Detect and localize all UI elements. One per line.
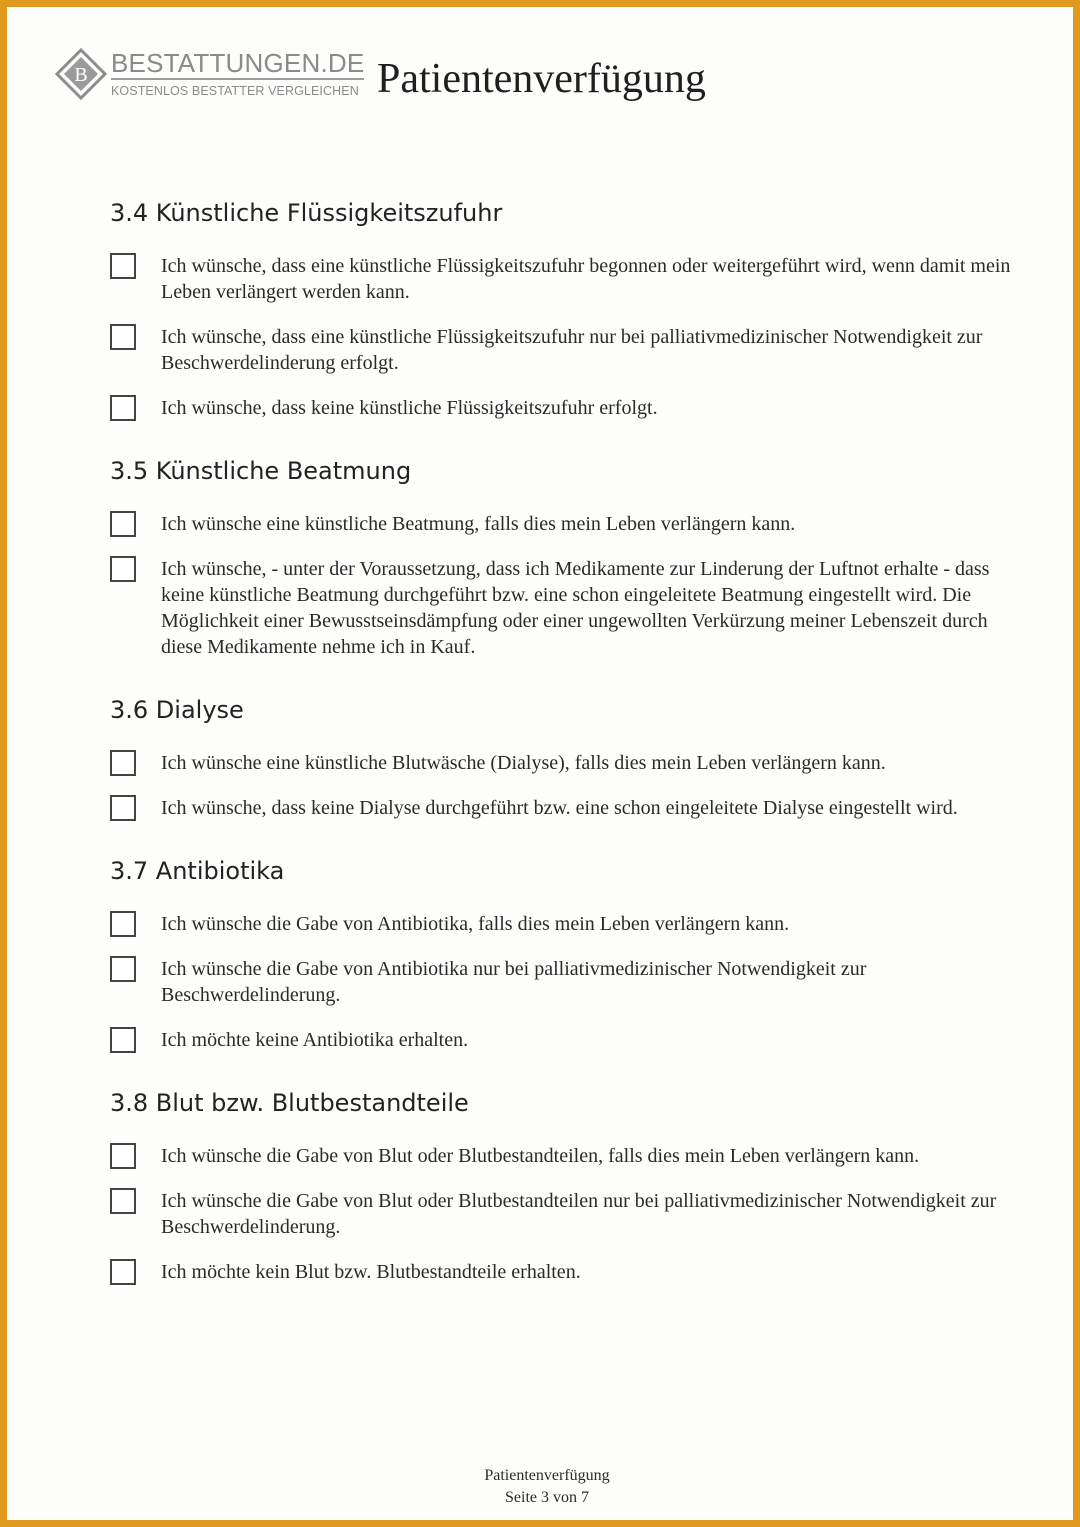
checkbox-option [110, 911, 1025, 937]
option-text: Ich wünsche, dass keine Dialyse durchgeführt bzw. eine schon eingeleitete Dialyse eingestellt wird. [161, 797, 958, 819]
logo-letter: B [74, 64, 88, 86]
checkbox-option [110, 1027, 1025, 1053]
diamond-b-icon [55, 48, 107, 100]
checkbox[interactable] [110, 1143, 136, 1169]
option-text: Ich wünsche, dass eine künstliche Flüssigkeitszufuhr nur bei palliativmedizinischer Notwendigkeit zur Beschwerdelinderung erfolgt. [161, 326, 983, 374]
option-text: Ich wünsche die Gabe von Blut oder Blutbestandteilen, falls dies mein Leben verlängern kann. [161, 1145, 920, 1167]
section-heading: 3.8 Blut bzw. Blutbestandteile [110, 1089, 469, 1117]
checkbox[interactable] [110, 1259, 136, 1285]
checkbox-option [110, 253, 1025, 305]
checkbox[interactable] [110, 1027, 136, 1053]
option-text: Ich wünsche, dass eine künstliche Flüssigkeitszufuhr begonnen oder weitergeführt wird, wenn damit mein Leben verlängert werden kann. [161, 255, 1011, 303]
checkbox[interactable] [110, 911, 136, 937]
option-text: Ich möchte keine Antibiotika erhalten. [161, 1029, 469, 1051]
page-number: Seite 3 von 7 [505, 1489, 589, 1506]
option-text: Ich wünsche, dass keine künstliche Flüssigkeitszufuhr erfolgt. [161, 397, 658, 419]
checkbox-option [110, 1259, 1025, 1285]
document-title: Patientenverfügung [377, 56, 706, 102]
checkbox[interactable] [110, 324, 136, 350]
footer-title: Patientenverfügung [484, 1467, 610, 1484]
option-text: Ich wünsche, - unter der Voraussetzung, dass ich Medikamente zur Linderung der Luftnot erhalte - dass keine künstliche Beatmung durchgeführt bzw. eine schon eingeleitete Beatmung eingestellt wird. Die Möglichkeit einer Bewusstseinsdämpfung oder einer ungewollten Verkürzung meiner Lebenszeit durch diese Medikamente nehme ich in Kauf. [161, 558, 990, 658]
checkbox-option [110, 1188, 1025, 1240]
option-text: Ich möchte kein Blut bzw. Blutbestandteile erhalten. [161, 1261, 581, 1283]
checkbox-option [110, 795, 1025, 821]
option-text: Ich wünsche die Gabe von Antibiotika nur bei palliativmedizinischer Notwendigkeit zur Beschwerdelinderung. [161, 958, 867, 1006]
checkbox[interactable] [110, 511, 136, 537]
brand-name: BESTATTUNGEN.DE [111, 48, 365, 78]
checkbox-option [110, 750, 1025, 776]
checkbox-option [110, 511, 1025, 537]
section-heading: 3.6 Dialyse [110, 696, 244, 724]
section-heading: 3.4 Künstliche Flüssigkeitszufuhr [110, 199, 503, 227]
checkbox-option [110, 324, 1025, 376]
section-heading: 3.5 Künstliche Beatmung [110, 457, 412, 485]
checkbox[interactable] [110, 956, 136, 982]
form-content [110, 197, 1025, 1285]
checkbox[interactable] [110, 253, 136, 279]
checkbox[interactable] [110, 795, 136, 821]
option-text: Ich wünsche die Gabe von Antibiotika, falls dies mein Leben verlängern kann. [161, 913, 790, 935]
checkbox[interactable] [110, 750, 136, 776]
brand-logo[interactable] [55, 47, 364, 101]
checkbox[interactable] [110, 395, 136, 421]
checkbox-option [110, 395, 1025, 421]
page-footer [7, 1465, 1080, 1509]
option-text: Ich wünsche eine künstliche Beatmung, falls dies mein Leben verlängern kann. [161, 513, 796, 535]
checkbox-option [110, 1143, 1025, 1169]
option-text: Ich wünsche die Gabe von Blut oder Blutbestandteilen nur bei palliativmedizinischer Notwendigkeit zur Beschwerdelinderung. [161, 1190, 997, 1238]
checkbox-option [110, 956, 1025, 1008]
brand-tagline: KOSTENLOS BESTATTER VERGLEICHEN [111, 84, 359, 98]
option-text: Ich wünsche eine künstliche Blutwäsche (Dialyse), falls dies mein Leben verlängern kann. [161, 752, 886, 774]
checkbox[interactable] [110, 556, 136, 582]
checkbox-option [110, 556, 1025, 660]
section-heading: 3.7 Antibiotika [110, 857, 285, 885]
checkbox[interactable] [110, 1188, 136, 1214]
